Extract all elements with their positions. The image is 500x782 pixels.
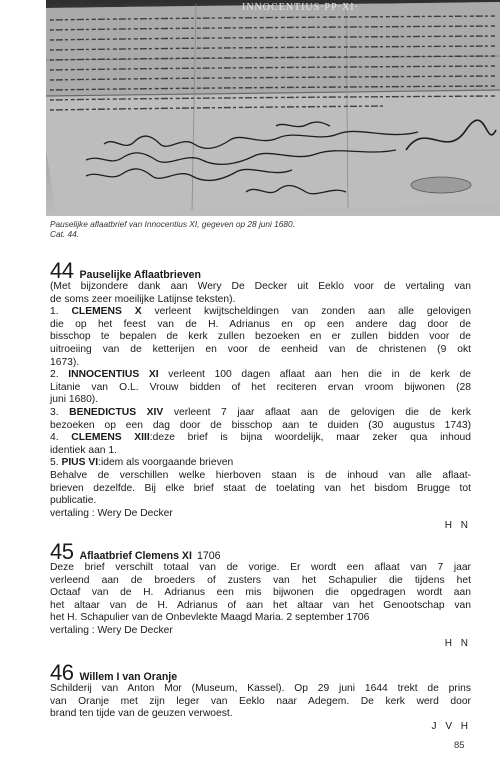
entry-year: 1706 <box>196 550 221 562</box>
text-line: Behalve de verschillen welke hierboven staan is de inhoud van alle aflaat- <box>50 469 471 481</box>
entry-number: 44 <box>50 258 74 283</box>
author-initials: H N <box>444 520 471 532</box>
pope-name: BENEDICTUS XIV <box>69 406 164 418</box>
text-line: 1. CLEMENS X verleent kwijtscheldingen van zonden aan alle gelovigen <box>50 306 471 318</box>
text-line: de soms zeer moeilijke Latijnse teksten). <box>50 293 236 305</box>
caption-line: Pauselijke aflaatbrief van Innocentius XI, gegeven op 28 juni 1680. <box>50 219 295 229</box>
text-line: het H. Schapulier van de Onbevlekte Maagd Maria. 2 september 1706 <box>50 612 370 624</box>
text-line: brieven dezelfde. Bij elke brief staat de toelating van het bisdom Brugge tot <box>50 482 471 494</box>
author-initials: J V H <box>431 720 471 732</box>
photo-caption <box>50 219 470 239</box>
author-initials: H N <box>444 637 471 649</box>
text-line: 1673). <box>50 356 80 368</box>
entry-heading <box>50 660 471 685</box>
entry-title: Willem I van Oranje <box>79 671 178 683</box>
text-line: (Met bijzondere dank aan Wery De Decker uit Eeklo voor de vertaling van <box>50 281 471 292</box>
text-line: 3. BENEDICTUS XIV verleent 7 jaar aflaat aan de gelovigen die de kerk <box>50 406 471 418</box>
text-line: die op het feest van de H. Adrianus en op een andere dag door de <box>50 318 471 330</box>
text-line: brand ten tijde van de geuzen verwoest. <box>50 708 233 720</box>
text-line: juni 1680). <box>50 394 99 406</box>
page-number: 85 <box>454 740 465 751</box>
entry-heading <box>50 258 471 283</box>
text-line: Octaaf van de H. Adrianus een mis bijwonen die opgedragen wordt aan <box>50 587 471 599</box>
text-line: uitroeiing van de ketterijen en voor de eenheid van de christenen (9 okt <box>50 343 471 355</box>
catalogue-entry-46 <box>50 660 471 733</box>
text-line: bezoeken op een dag door de bisschop aan te duiden (30 augustus 1743) <box>50 419 471 431</box>
text-line: het altaar van de H. Adrianus of aan het altaar van het Genootschap van <box>50 599 471 611</box>
text-line: Schilderij van Anton Mor (Museum, Kassel). Op 29 juni 1644 trekt de prins <box>50 683 471 694</box>
entry-heading <box>50 539 471 564</box>
text-line: publicatie. <box>50 495 97 507</box>
translator-credit: vertaling : Wery De Decker <box>50 507 173 519</box>
pope-name: INNOCENTIUS XI <box>68 369 159 381</box>
pope-name: CLEMENS X <box>71 306 142 318</box>
parchment-illustration <box>46 0 500 216</box>
catalogue-entry-45 <box>50 539 471 650</box>
text-line: bisschop te bepalen de kerk zullen bezoeken en er zullen bidden voor de <box>50 331 471 343</box>
entry-title: Pauselijke Aflaatbrieven <box>79 269 201 281</box>
photo-document-title: INNOCENTIUS·PP·XI· <box>242 2 359 13</box>
translator-credit: vertaling : Wery De Decker <box>50 624 173 636</box>
caption-line: Cat. 44. <box>50 229 80 239</box>
entry-number: 45 <box>50 539 74 564</box>
text-line: 2. INNOCENTIUS XI verleent 100 dagen aflaat aan hen die in de kerk de <box>50 369 472 381</box>
text-line: van Oranje met zijn leger van Eeklo naar Adegem. De kerk werd door <box>50 695 471 707</box>
pope-name: PIUS VI <box>61 457 99 469</box>
document-photo <box>46 0 500 216</box>
text-line: 5. PIUS VI:idem als voorgaande brieven <box>50 457 234 469</box>
text-line: Deze brief verschilt totaal van de vorige. Er wordt een aflaat van 7 jaar <box>50 562 471 573</box>
pope-name: CLEMENS XIII <box>71 432 150 444</box>
catalogue-entry-44 <box>50 258 472 533</box>
entry-title: Aflaatbrief Clemens XI <box>79 550 192 562</box>
text-line: verleend aan de broeders of zusters van het Schapulier die tijdens het <box>50 574 471 586</box>
entry-number: 46 <box>50 660 74 685</box>
text-line: identiek aan 1. <box>50 444 117 456</box>
text-line: Litanie van O.L. Vrouw bidden of het reciteren ervan vroom bijwonen (28 <box>50 381 471 393</box>
text-line: 4. CLEMENS XIII:deze brief is bijna woordelijk, maar zeker qua inhoud <box>50 432 472 444</box>
